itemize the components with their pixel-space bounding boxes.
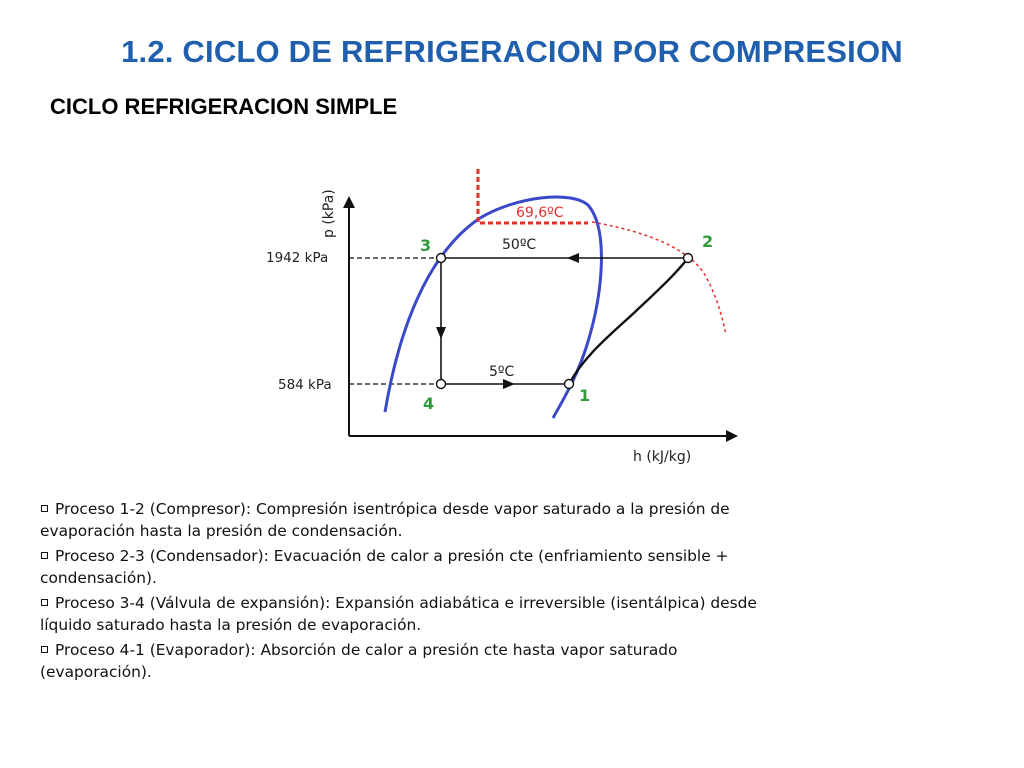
- checkbox-bullet-icon: [41, 646, 48, 653]
- process-4-1-arrow: [503, 379, 515, 389]
- pressure-high-label: 1942 kPa: [266, 250, 329, 266]
- axes: [343, 196, 738, 442]
- pressure-low-label: 584 kPa: [278, 377, 332, 393]
- slide-title: 1.2. CICLO DE REFRIGERACION POR COMPRESION: [121, 34, 903, 69]
- state-point-3: [437, 254, 446, 263]
- state-point-4: [437, 380, 446, 389]
- process-head: Proceso 4-1 (Evaporador):: [55, 641, 256, 659]
- condensation-temp-label: 50ºC: [502, 237, 537, 253]
- point-label-1: 1: [579, 386, 591, 405]
- checkbox-bullet-icon: [41, 552, 48, 559]
- process-item: [40, 592, 760, 636]
- state-point-1: [565, 380, 574, 389]
- process-head: Proceso 3-4 (Válvula de expansión):: [55, 594, 331, 612]
- point-label-4: 4: [423, 394, 435, 413]
- process-body: Absorción de calor a presión cte hasta vapor saturado (evaporación).: [40, 641, 678, 681]
- checkbox-bullet-icon: [41, 599, 48, 606]
- x-axis-label: h (kJ/kg): [633, 449, 692, 465]
- checkbox-bullet-icon: [41, 505, 48, 512]
- y-axis-arrowhead: [343, 196, 355, 208]
- slide-subtitle: CICLO REFRIGERACION SIMPLE: [50, 94, 398, 119]
- y-axis-label: p (kPa): [321, 189, 337, 238]
- point-label-2: 2: [702, 232, 714, 251]
- process-1-2-line: [569, 258, 688, 384]
- process-body: Evacuación de calor a presión cte (enfriamiento sensible + condensación).: [40, 547, 729, 587]
- process-body: Compresión isentrópica desde vapor saturado a la presión de evaporación hasta la presión de condensación.: [40, 500, 730, 540]
- point-label-3: 3: [420, 236, 432, 255]
- discharge-temp-label: 69,6ºC: [516, 205, 564, 221]
- process-body: Expansión adiabática e irreversible (isentálpica) desde líquido saturado hasta la presión de evaporación.: [40, 594, 757, 634]
- process-item: [40, 639, 760, 683]
- process-3-4-arrow: [436, 327, 446, 339]
- process-item: [40, 498, 760, 542]
- process-list: [40, 498, 760, 686]
- process-2-3-arrow: [567, 253, 579, 263]
- x-axis-arrowhead: [726, 430, 738, 442]
- evaporation-temp-label: 5ºC: [489, 364, 515, 380]
- state-point-2: [684, 254, 693, 263]
- process-item: [40, 545, 760, 589]
- process-head: Proceso 2-3 (Condensador):: [55, 547, 269, 565]
- process-head: Proceso 1-2 (Compresor):: [55, 500, 252, 518]
